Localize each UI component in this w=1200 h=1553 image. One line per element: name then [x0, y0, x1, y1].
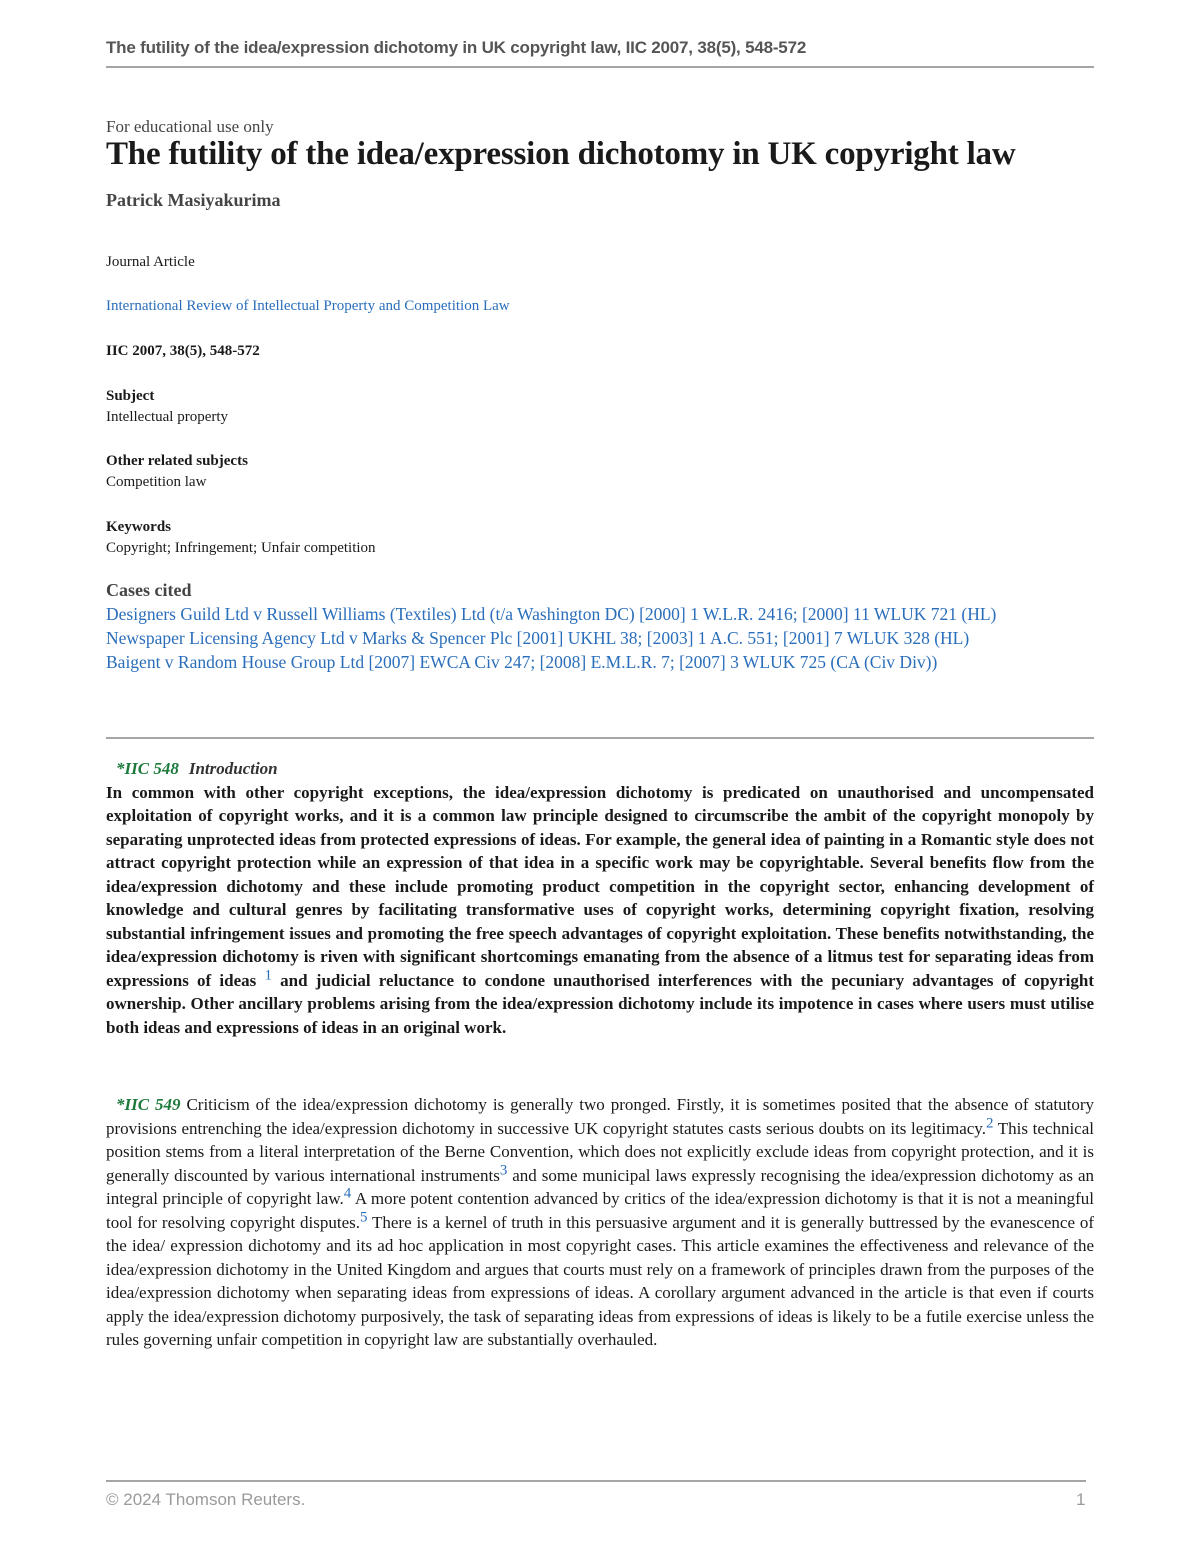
- subject-label: Subject: [106, 388, 155, 404]
- intro-heading-line: [106, 757, 1094, 781]
- keywords-label: Keywords: [106, 519, 171, 535]
- citation: IIC 2007, 38(5), 548-572: [106, 343, 260, 359]
- footnote-ref[interactable]: 1: [264, 966, 272, 983]
- page-marker: *IIC 548: [116, 759, 179, 778]
- case-link[interactable]: Newspaper Licensing Agency Ltd v Marks & Spencer Plc [2001] UKHL 38; [2003] 1 A.C. 551; [2001] 7 WLUK 328 (HL): [106, 628, 970, 648]
- author: Patrick Masiyakurima: [106, 190, 281, 210]
- footnote-ref[interactable]: 3: [499, 1161, 508, 1178]
- paragraph-text: There is a kernel of truth in this persuasive argument and it is generally buttressed by the evanescence of the idea/ expression dichotomy and its ad hoc application in most copyright cases. This article examines the effectiveness and relevance of the idea/expression dichotomy in the United Kingdom and argues that courts must rely on a framework of principles drawn from the purposes of the idea/expression dichotomy when separating ideas from expressions of ideas. A corollary argument advanced in the article is that even if courts apply the idea/expression dichotomy purposively, the task of separating ideas from expressions of ideas is likely to be a futile exercise unless the rules governing unfair competition in copyright law are substantially overhauled.: [106, 1212, 1094, 1349]
- paragraph-text: A more potent contention advanced by critics of the idea/expression dichotomy is that it is not a meaningful tool for resolving copyright disputes.: [106, 1189, 1094, 1232]
- footnote-ref[interactable]: 5: [359, 1208, 368, 1225]
- educational-notice: For educational use only: [106, 117, 274, 136]
- cases-cited-list: [106, 602, 996, 674]
- body-paragraph: [106, 1093, 1094, 1352]
- case-link[interactable]: Baigent v Random House Group Ltd [2007] EWCA Civ 247; [2008] E.M.L.R. 7; [2007] 3 WLUK 725 (CA (Civ Div)): [106, 652, 938, 672]
- page-number: 1: [1076, 1490, 1086, 1509]
- intro-text: In common with other copyright exceptions, the idea/expression dichotomy is predicated on unauthorised and uncompensated exploitation of copyright works, and it is a common law principle designed to circumscribe the ambit of the copyright monopoly by separating unprotected ideas from protected expressions of ideas. For example, the general idea of painting in a Romantic style does not attract copyright protection while an expression of that idea in a specific work may be copyrightable. Several benefits flow from the idea/expression dichotomy and these include promoting product competition in the copyright sector, enhancing development of knowledge and cultural genres by facilitating transformative uses of copyright works, determining copyright fixation, resolving substantial infringement issues and promoting the free speech advantages of copyright exploitation. These benefits notwithstanding, the idea/expression dichotomy is riven with significant shortcomings emanating from the absence of a litmus test for separating ideas from expressions of ideas: [106, 782, 1094, 990]
- document-title: The futility of the idea/expression dichotomy in UK copyright law: [106, 136, 1016, 172]
- header-divider: [106, 66, 1094, 68]
- paragraph-text: This technical position stems from a literal interpretation of the Berne Convention, which does not explicitly exclude ideas from copyright protection, and it is generally discounted by various international instruments: [106, 1118, 1094, 1185]
- introduction-paragraph: [106, 757, 1094, 1039]
- page-marker: *IIC 549: [116, 1095, 181, 1114]
- related-subjects-value: Competition law: [106, 474, 207, 490]
- intro-text: and judicial reluctance to condone unauthorised interferences with the pecuniary advantages of copyright ownership. Other ancillary problems arising from the idea/expression dichotomy include its impotence in cases where users must utilise both ideas and expressions of ideas in an original work.: [106, 970, 1095, 1037]
- case-link[interactable]: Designers Guild Ltd v Russell Williams (Textiles) Ltd (t/a Washington DC) [2000] 1 W.L.R. 2416; [2000] 11 WLUK 721 (HL): [106, 604, 997, 624]
- paragraph-text: Criticism of the idea/expression dichotomy is generally two pronged. Firstly, it is sometimes posited that the absence of statutory provisions entrenching the idea/expression dichotomy in successive UK copyright statutes casts serious doubts on its legitimacy.: [106, 1095, 1094, 1138]
- related-subjects-label: Other related subjects: [106, 453, 248, 469]
- subject-value: Intellectual property: [106, 409, 229, 425]
- paragraph-text: and some municipal laws expressly recognising the idea/expression dichotomy as an integral principle of copyright law.: [106, 1165, 1095, 1208]
- journal-link[interactable]: International Review of Intellectual Property and Competition Law: [106, 298, 510, 314]
- body-divider: [106, 737, 1094, 739]
- footnote-ref[interactable]: 4: [343, 1185, 352, 1202]
- footer-divider: [106, 1480, 1086, 1482]
- section-heading: Introduction: [188, 759, 278, 778]
- keywords-value: Copyright; Infringement; Unfair competition: [106, 540, 376, 556]
- cases-cited-label: Cases cited: [106, 580, 192, 600]
- copyright-notice: © 2024 Thomson Reuters.: [106, 1490, 306, 1509]
- document-type: Journal Article: [106, 254, 195, 270]
- footnote-ref[interactable]: 2: [985, 1114, 994, 1131]
- running-header: The futility of the idea/expression dichotomy in UK copyright law, IIC 2007, 38(5), 548-572: [106, 38, 807, 57]
